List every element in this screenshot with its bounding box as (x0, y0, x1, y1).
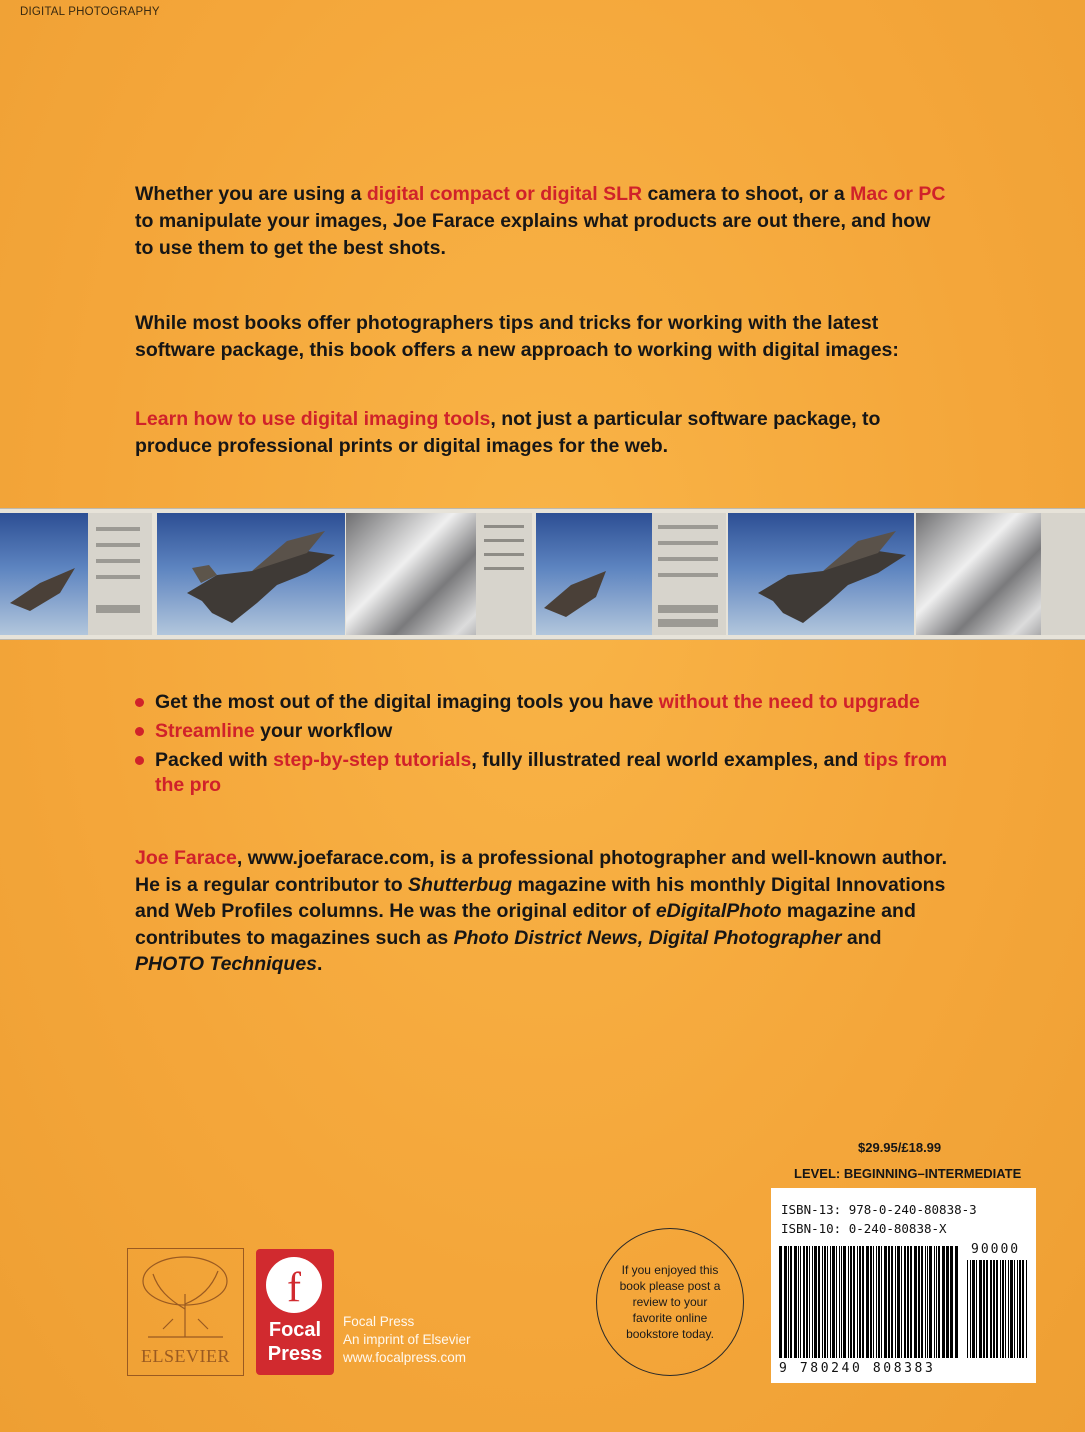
bullet-icon (135, 756, 144, 765)
barcode-bar (1022, 1260, 1024, 1358)
barcode-bar (901, 1246, 902, 1358)
barcode-bar (929, 1246, 932, 1358)
bullet-icon (135, 698, 144, 707)
barcode-bar (870, 1246, 872, 1358)
barcode-bar (859, 1246, 861, 1358)
elsevier-wordmark: ELSEVIER (141, 1346, 230, 1366)
intro-text-3: to manipulate your images, Joe Farace explains what products are out there, and how to use them to get the best shots. (135, 210, 931, 259)
intro-text-2: camera to shoot, or a (642, 183, 851, 205)
svg-text:f: f (287, 1265, 301, 1311)
barcode-bar (878, 1246, 880, 1358)
barcode-bar (794, 1246, 797, 1358)
feature-list (135, 690, 955, 802)
learn-text: , not just a particular software package, to produce professional prints or digital images for the web. (135, 408, 881, 457)
barcode-bar (970, 1260, 971, 1358)
barcode-bar (1014, 1260, 1015, 1358)
barcode-bar (812, 1246, 813, 1358)
barcode-bar (843, 1246, 846, 1358)
author-bio: Joe Farace, www.joefarace.com, is a professional photographer and well-known author. He is a regular contributor to Shutterbug magazine with his monthly Digital Innovations and Web Profiles columns. He was the original editor of eDigitalPhoto magazine and contributes to magazines such as Photo District News, Digital Photographer and PHOTO Techniques. (135, 847, 947, 975)
author-name: Joe Farace (135, 847, 237, 869)
wing-detail-image (346, 513, 532, 635)
barcode-bar (809, 1246, 810, 1358)
eagle-screenshot-image-2 (536, 513, 652, 635)
price-code: 90000 (971, 1242, 1021, 1257)
barcode-bar (938, 1246, 941, 1358)
barcode-bar (936, 1246, 937, 1358)
barcode-bar (798, 1246, 799, 1358)
barcode-bar (918, 1246, 920, 1358)
barcode-bar (942, 1246, 945, 1358)
isbn-13: ISBN-13: 978-0-240-80838-3 (781, 1202, 977, 1217)
barcode-bar (806, 1246, 808, 1358)
barcode-bar (873, 1246, 874, 1358)
barcode-bar (827, 1246, 828, 1358)
barcode-bar (818, 1246, 820, 1358)
barcode-bar (946, 1246, 949, 1358)
list-item: Get the most out of the digital imaging tools you have without the need to upgrade (135, 690, 955, 715)
intro-highlight-2: Mac or PC (850, 183, 946, 205)
barcode-bar (1005, 1260, 1006, 1358)
barcode-bar (881, 1246, 882, 1358)
eagle-photo-image (157, 513, 345, 635)
barcode-bars (779, 1246, 959, 1358)
publisher-website: www.focalpress.com (343, 1350, 467, 1365)
learn-highlight: Learn how to use digital imaging tools (135, 408, 491, 430)
barcode-bar (788, 1246, 789, 1358)
barcode-bar (824, 1246, 826, 1358)
barcode-bar (1010, 1260, 1013, 1358)
intro-paragraph (135, 181, 950, 262)
barcode-bar (1019, 1260, 1021, 1358)
barcode-bar (841, 1246, 842, 1358)
elsevier-tree-icon (128, 1249, 243, 1344)
barcode-bar (857, 1246, 858, 1358)
review-text: If you enjoyed this book please post a review to your favorite online bookstore today. (619, 1263, 721, 1341)
barcode-bar (990, 1260, 992, 1358)
approach-text: While most books offer photographers tips and tricks for working with the latest software package, this book offers a new approach to working with digital images: (135, 312, 899, 361)
barcode-bar (993, 1260, 995, 1358)
barcode-bar (897, 1246, 900, 1358)
barcode-bar (986, 1260, 988, 1358)
barcode-bar (803, 1246, 805, 1358)
barcode-bar (914, 1246, 917, 1358)
barcode-bar (934, 1246, 935, 1358)
barcode-bar (983, 1260, 985, 1358)
barcode-number: 9 780240 808383 (779, 1361, 936, 1376)
focal-press-logo (256, 1249, 334, 1375)
settings-panel-image (652, 513, 726, 635)
focal-f-icon (266, 1257, 322, 1313)
barcode-bar (895, 1246, 897, 1358)
intro-highlight-1: digital compact or digital SLR (366, 183, 643, 205)
focal-wordmark-2: Press (267, 1343, 323, 1365)
list-item: Streamline your workflow (135, 719, 955, 744)
barcode-bar (927, 1246, 928, 1358)
publisher-name: Focal Press (343, 1314, 415, 1329)
barcode-bar (996, 1260, 998, 1358)
barcode-bar (830, 1246, 831, 1358)
elsevier-logo (127, 1248, 244, 1376)
learn-paragraph (135, 406, 950, 460)
barcode-bar (967, 1260, 968, 1358)
list-item: Packed with step-by-step tutorials, fully illustrated real world examples, and tips from the pro (135, 748, 955, 798)
barcode-bar (853, 1246, 855, 1358)
intro-text-1: Whether you are using a (135, 183, 367, 205)
barcode-bar (800, 1246, 802, 1358)
barcode-bar (862, 1246, 864, 1358)
image-strip (0, 508, 1085, 640)
publisher-imprint: An imprint of Elsevier (343, 1332, 471, 1347)
category-label: DIGITAL PHOTOGRAPHY (20, 6, 160, 18)
publisher-info (343, 1313, 471, 1367)
price-label: $29.95/£18.99 (858, 1140, 942, 1155)
barcode-bar (955, 1246, 958, 1358)
barcode-bar (904, 1246, 906, 1358)
barcode-bar (979, 1260, 982, 1358)
barcode-bar (832, 1246, 835, 1358)
barcode-bar (836, 1246, 837, 1358)
barcode-bar (1002, 1260, 1004, 1358)
barcode-bar (1008, 1260, 1009, 1358)
barcode-bar (848, 1246, 849, 1358)
barcode-bar (891, 1246, 893, 1358)
addon-barcode-bars (967, 1260, 1029, 1358)
isbn-10: ISBN-10: 0-240-80838-X (781, 1221, 947, 1236)
barcode-bar (822, 1246, 823, 1358)
bullet-icon (135, 727, 144, 736)
barcode-bar (814, 1246, 817, 1358)
eagle-screenshot-image (0, 513, 152, 635)
barcode-bar (972, 1260, 975, 1358)
barcode-bar (779, 1246, 782, 1358)
isbn-barcode (771, 1188, 1036, 1383)
focal-wordmark-1: Focal (268, 1319, 322, 1341)
review-badge (596, 1228, 744, 1376)
barcode-bar (907, 1246, 909, 1358)
barcode-bar (784, 1246, 787, 1358)
barcode-bar (1000, 1260, 1001, 1358)
barcode-bar (1026, 1260, 1027, 1358)
barcode-bar (866, 1246, 869, 1358)
barcode-bar (850, 1246, 853, 1358)
barcode-bar (950, 1246, 953, 1358)
barcode-bar (921, 1246, 923, 1358)
approach-paragraph (135, 310, 950, 364)
barcode-bar (790, 1246, 792, 1358)
barcode-bar (839, 1246, 840, 1358)
barcode-bar (976, 1260, 977, 1358)
level-label: LEVEL: BEGINNING–INTERMEDIATE (794, 1166, 1022, 1181)
barcode-bar (876, 1246, 877, 1358)
barcode-bar (884, 1246, 887, 1358)
eagle-photo-image-2 (728, 513, 914, 635)
wing-detail-image-2 (916, 513, 1085, 635)
barcode-bar (1017, 1260, 1018, 1358)
barcode-bar (925, 1246, 926, 1358)
barcode-bar (910, 1246, 912, 1358)
barcode-bar (888, 1246, 890, 1358)
